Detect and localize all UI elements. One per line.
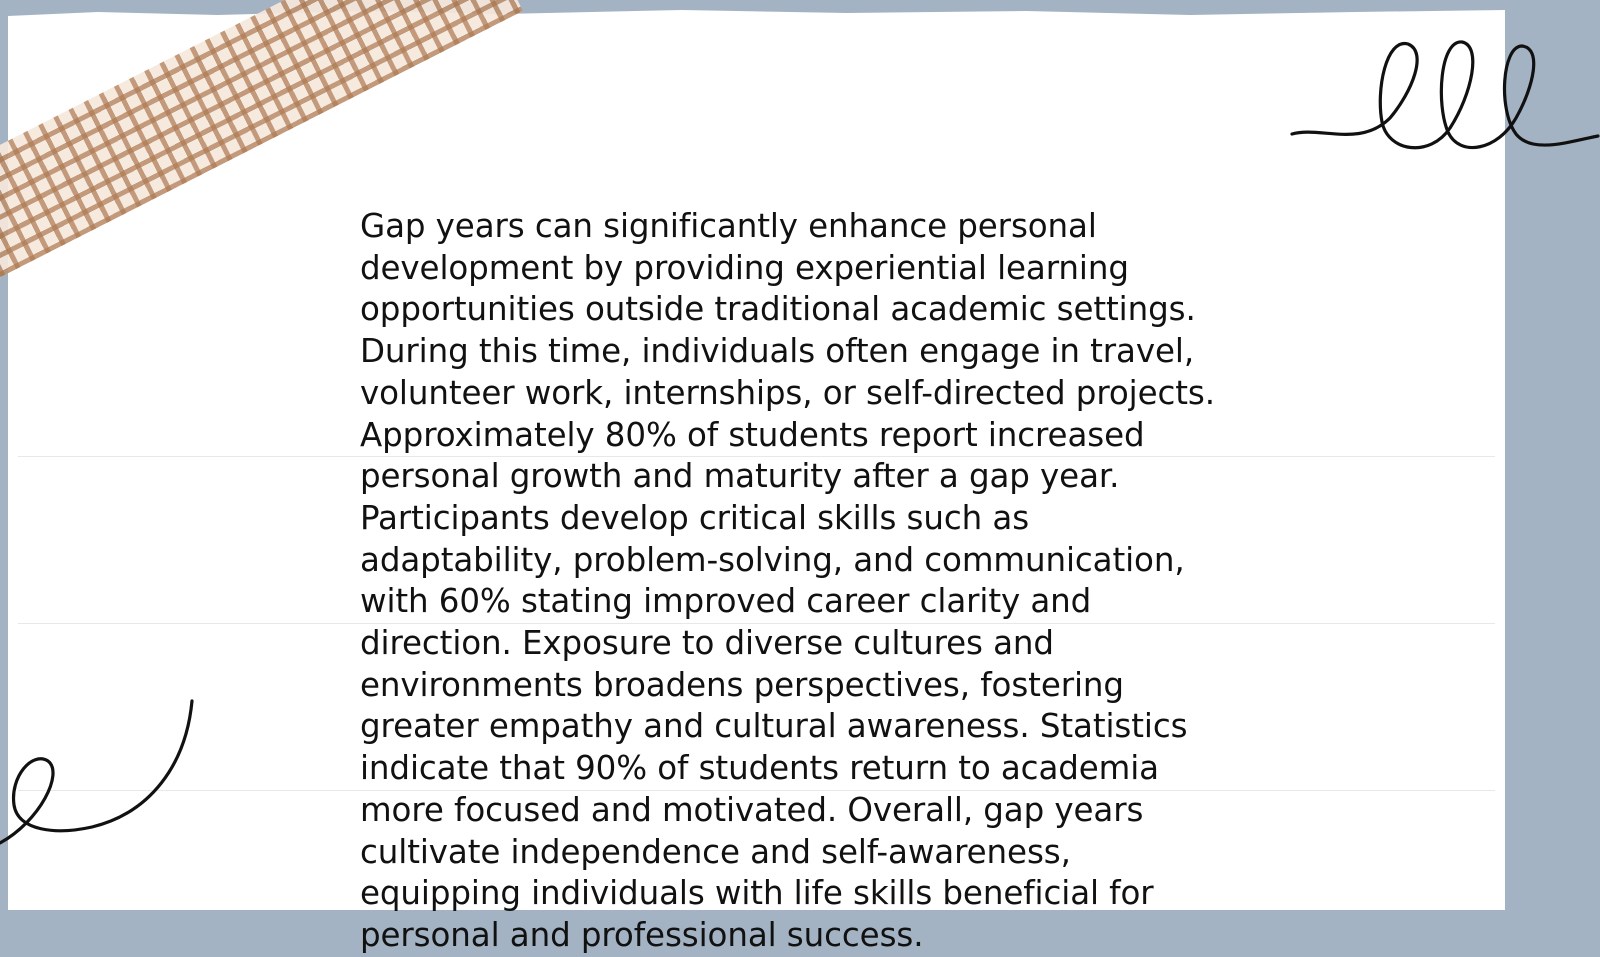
body-paragraph: Gap years can significantly enhance personal development by providing experiential learning opportunities outside traditional academic settings. During this time, individuals often engage in travel, volunteer work, internships, or self-directed projects. Approximately 80% of students report increased personal growth and maturity after a gap year. Participants develop critical skills such as adaptability, problem-solving, and communication, with 60% stating improved career clarity and direction. Exposure to diverse cultures and environments broadens perspectives, fostering greater empathy and cultural awareness. Statistics indicate that 90% of students return to academia more focused and motivated. Overall, gap years cultivate independence and self-awareness, equipping individuals with life skills beneficial for personal and professional success. [360, 207, 1215, 954]
loop-scribble-icon [1290, 30, 1600, 165]
swoosh-scribble-icon [0, 695, 200, 855]
